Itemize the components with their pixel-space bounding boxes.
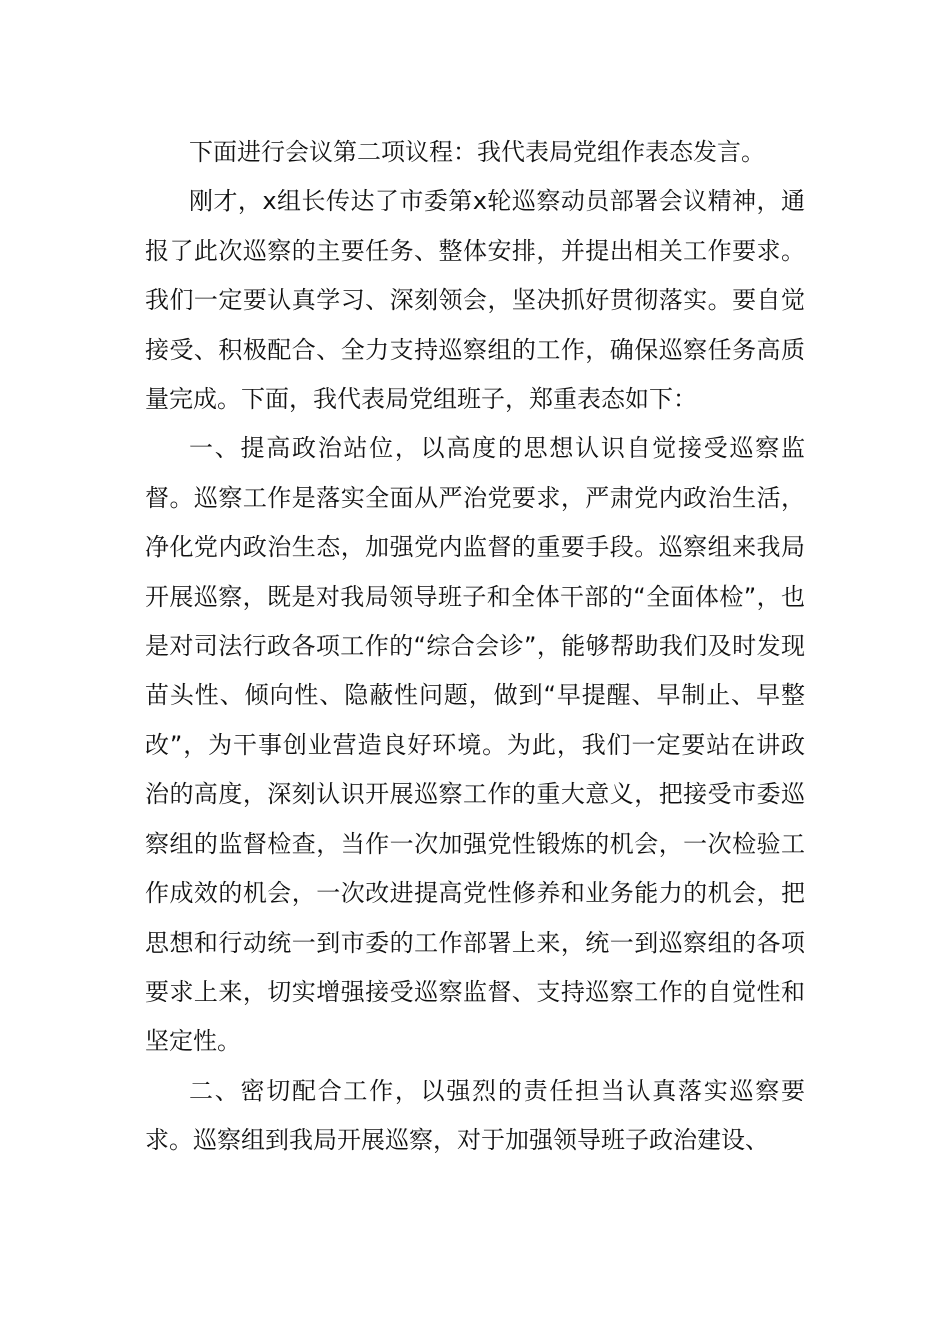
- paragraph-point-two: 二、密切配合工作，以强烈的责任担当认真落实巡察要求。巡察组到我局开展巡察，对于加强领导班子政治建设、: [145, 1076, 805, 1155]
- document-body: [145, 128, 805, 1166]
- paragraph-point-one: 一、提高政治站位，以高度的思想认识自觉接受巡察监督。巡察工作是落实全面从严治党要求，严肃党内政治生活，净化党内政治生态，加强党内监督的重要手段。巡察组来我局开展巡察，既是对我局领导班子和全体干部的“全面体检”，也是对司法行政各项工作的“综合会诊”，能够帮助我们及时发现苗头性、倾向性、隐蔽性问题，做到“早提醒、早制止、早整改”，为干事创业营造良好环境。为此，我们一定要站在讲政治的高度，深刻认识开展巡察工作的重大意义，把接受市委巡察组的监督检查，当作一次加强党性锻炼的机会，一次检验工作成效的机会，一次改进提高党性修养和业务能力的机会，把思想和行动统一到市委的工作部署上来，统一到巡察组的各项要求上来，切实增强接受巡察监督、支持巡察工作的自觉性和坚定性。: [145, 434, 805, 1056]
- paragraph-introduction: 刚才，x组长传达了市委第x轮巡察动员部署会议精神，通报了此次巡察的主要任务、整体安排，并提出相关工作要求。我们一定要认真学习、深刻领会，坚决抓好贯彻落实。要自觉接受、积极配合、全力支持巡察组的工作，确保巡察任务高质量完成。下面，我代表局党组班子，郑重表态如下：: [145, 187, 805, 414]
- paragraph-agenda: 下面进行会议第二项议程：我代表局党组作表态发言。: [189, 138, 765, 166]
